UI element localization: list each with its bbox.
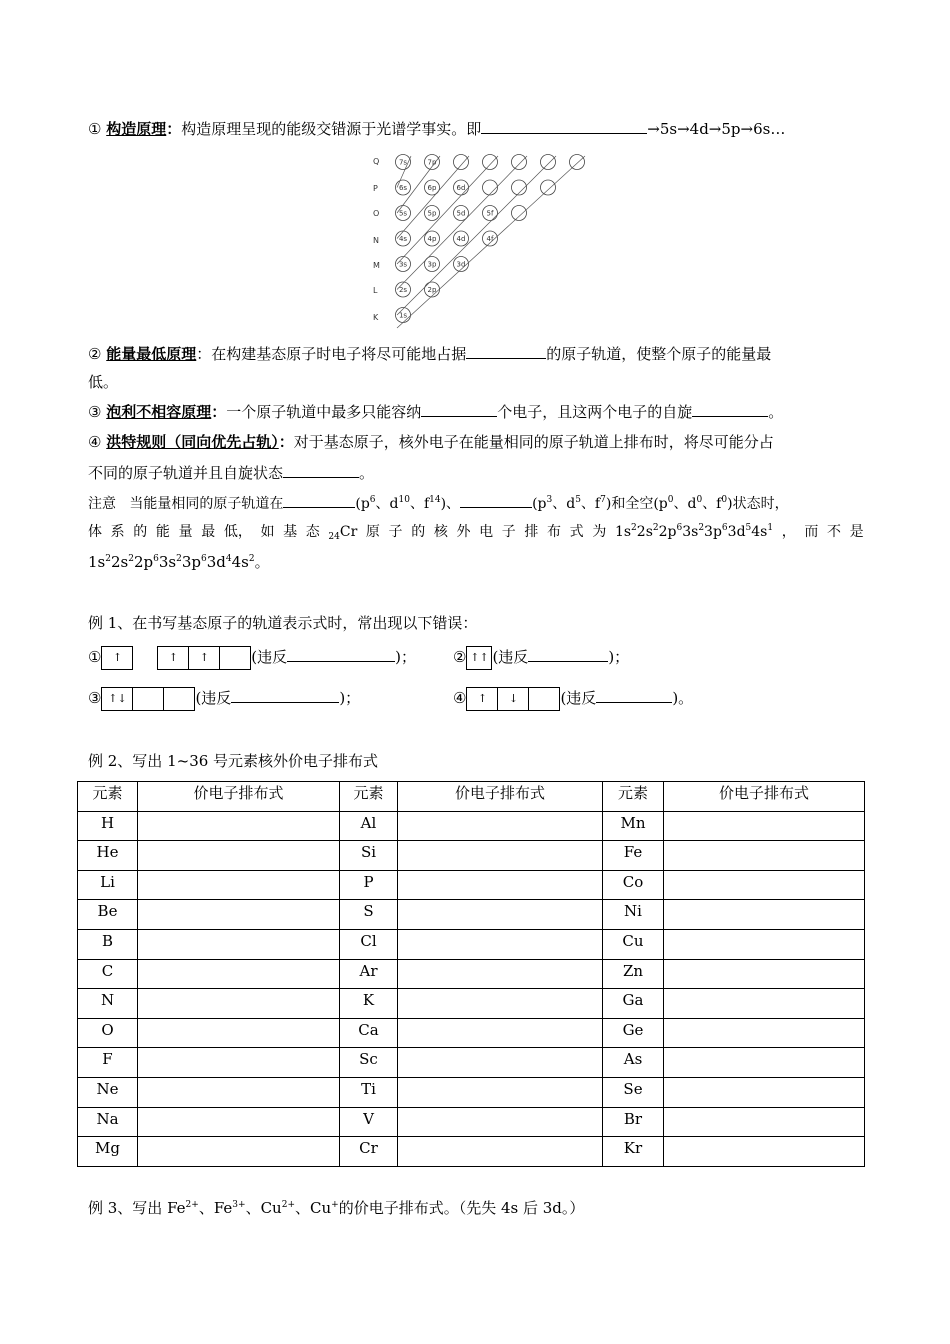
element-symbol: O <box>78 1018 138 1048</box>
orbital-circle <box>541 155 556 170</box>
answer-cell[interactable] <box>398 989 603 1019</box>
element-symbol: Al <box>340 811 398 841</box>
answer-cell[interactable] <box>398 1048 603 1078</box>
answer-cell[interactable] <box>138 870 340 900</box>
answer-cell[interactable] <box>664 1018 865 1048</box>
answer-cell[interactable] <box>138 1137 340 1167</box>
diagonal-arrow <box>397 156 469 239</box>
answer-cell[interactable] <box>398 1107 603 1137</box>
answer-cell[interactable] <box>138 900 340 930</box>
answer-blank[interactable] <box>692 401 768 417</box>
answer-blank[interactable] <box>283 462 359 478</box>
element-symbol: N <box>78 989 138 1019</box>
answer-cell[interactable] <box>138 959 340 989</box>
element-symbol: H <box>78 811 138 841</box>
valence-electron-table <box>77 781 865 1167</box>
element-symbol: Ne <box>78 1077 138 1107</box>
table-row <box>78 929 865 959</box>
element-symbol: C <box>78 959 138 989</box>
answer-cell[interactable] <box>664 900 865 930</box>
note-line-1: 注意 当能量相同的原子轨道在 ($p^6$、$d^{10}$、$f^{14}$)、 ($p^3$、$d^5$、$f^7$)和全空($p^0$、$d^0$、$f^0$)状态时， <box>88 492 789 514</box>
table-row <box>78 1077 865 1107</box>
element-symbol: Br <box>603 1107 664 1137</box>
element-symbol: Ga <box>603 989 664 1019</box>
orbital-label: 5s <box>398 209 408 218</box>
orbital-circle <box>570 155 585 170</box>
table-row <box>78 959 865 989</box>
element-symbol: Sc <box>340 1048 398 1078</box>
table-row <box>78 1018 865 1048</box>
table-header: 元素 <box>78 782 138 812</box>
principle-3-title: 泡利不相容原理 <box>106 403 212 421</box>
answer-blank[interactable] <box>528 646 608 662</box>
answer-cell[interactable] <box>138 989 340 1019</box>
shell-label-q: Q <box>373 157 380 166</box>
orbital-box-parallel: ↑↑ <box>466 646 492 670</box>
table-row <box>78 989 865 1019</box>
answer-cell[interactable] <box>138 1048 340 1078</box>
aufbau-diagram <box>365 150 595 335</box>
orbital-label: 4d <box>456 235 466 243</box>
answer-cell[interactable] <box>664 1077 865 1107</box>
orbital-circle <box>541 180 556 195</box>
answer-cell[interactable] <box>398 870 603 900</box>
element-symbol: Ti <box>340 1077 398 1107</box>
answer-cell[interactable] <box>398 900 603 930</box>
answer-blank[interactable] <box>283 492 355 508</box>
orbital-label: 2s <box>398 286 408 294</box>
answer-blank[interactable] <box>596 687 672 703</box>
orbital-label: 7s <box>398 158 408 167</box>
orbital-label: 5f <box>486 209 494 218</box>
answer-cell[interactable] <box>664 929 865 959</box>
element-symbol: Fe <box>603 841 664 871</box>
orbital-label: 4f <box>486 235 494 243</box>
principle-4-cont: 不同的原子轨道并且自旋状态 。 <box>88 464 375 482</box>
example-1-item-2: ② ↑↑ (违反 )； <box>453 645 629 670</box>
table-header: 元素 <box>340 782 398 812</box>
element-symbol: Kr <box>603 1137 664 1167</box>
answer-cell[interactable] <box>138 1018 340 1048</box>
element-symbol: Ar <box>340 959 398 989</box>
element-symbol: B <box>78 929 138 959</box>
element-symbol: Se <box>603 1077 664 1107</box>
table-header: 元素 <box>603 782 664 812</box>
answer-cell[interactable] <box>398 1077 603 1107</box>
orbital-label: 5p <box>427 209 437 218</box>
answer-cell[interactable] <box>398 1018 603 1048</box>
element-symbol: K <box>340 989 398 1019</box>
note-line-3: $1s^22s^22p^63s^23p^63d^44s^2$。 <box>88 553 270 571</box>
table-row <box>78 841 865 871</box>
orbital-circle <box>483 180 498 195</box>
orbital-label: 4p <box>427 235 437 243</box>
answer-cell[interactable] <box>398 841 603 871</box>
example-2-title: 例 2、写出 1~36 号元素核外价电子排布式 <box>88 752 379 770</box>
answer-blank[interactable] <box>460 492 532 508</box>
answer-cell[interactable] <box>398 811 603 841</box>
element-symbol: S <box>340 900 398 930</box>
table-row <box>78 1107 865 1137</box>
principle-4-title: 洪特规则（同向优先占轨） <box>106 433 279 451</box>
shell-label-k: K <box>373 313 379 322</box>
table-row <box>78 811 865 841</box>
example-1-item-4: ④ ↑ ↓ (违反 )。 <box>453 686 693 711</box>
example-1-row-2: ③ ↑↓ (违反 )； <box>88 686 360 711</box>
answer-blank[interactable] <box>466 343 546 359</box>
example-1-row-1: ① ↑ ↑ ↑ (违反 )； <box>88 645 416 670</box>
answer-cell[interactable] <box>138 929 340 959</box>
example-1-title: 例 1、在书写基态原子的轨道表示式时，常出现以下错误： <box>88 614 478 632</box>
element-symbol: Cr <box>340 1137 398 1167</box>
principle-3: ③ 泡利不相容原理：一个原子轨道中最多只能容纳 个电子，且这两个电子的自旋 。 <box>88 403 784 421</box>
element-symbol: V <box>340 1107 398 1137</box>
principle-2: ② 能量最低原理：在构建基态原子时电子将尽可能地占据 的原子轨道，使整个原子的能量最 <box>88 345 772 363</box>
orbital-label: 3p <box>427 260 437 269</box>
table-row <box>78 1048 865 1078</box>
element-symbol: Na <box>78 1107 138 1137</box>
shell-label-n: N <box>373 236 379 245</box>
shell-label-p: P <box>373 184 378 193</box>
element-symbol: Ge <box>603 1018 664 1048</box>
example-3: 例 3、写出 $Fe^{2+}$、$Fe^{3+}$、$Cu^{2+}$、Cu+的价电子排布式。（先失 4s 后 3d。） <box>88 1199 585 1217</box>
orbital-label: 5d <box>456 209 466 218</box>
table-header: 价电子排布式 <box>664 782 865 812</box>
orbital-label: 6d <box>456 184 466 192</box>
answer-cell[interactable] <box>664 1107 865 1137</box>
answer-cell[interactable] <box>664 1048 865 1078</box>
element-symbol: P <box>340 870 398 900</box>
principle-2-cont: 低。 <box>88 373 119 391</box>
note-line-2: 体 系 的 能 量 最 低， 如 基 态 $_{24}$Cr 原 子 的 核 外 电 子 排 布 式 为 $1s^22s^22p^63s^23p^63d^54s^1$ ， 而 不 是 <box>88 523 864 542</box>
element-symbol: Li <box>78 870 138 900</box>
answer-cell[interactable] <box>664 870 865 900</box>
element-symbol: He <box>78 841 138 871</box>
element-symbol: Mn <box>603 811 664 841</box>
orbital-box-3: ↑↓ <box>101 687 195 711</box>
orbital-label: 1s <box>398 311 408 320</box>
answer-cell[interactable] <box>138 1077 340 1107</box>
answer-blank[interactable] <box>287 646 395 662</box>
orbital-circle <box>512 155 527 170</box>
element-symbol: Co <box>603 870 664 900</box>
table-row <box>78 870 865 900</box>
diagonal-arrow <box>397 156 556 315</box>
shell-label-l: L <box>373 286 378 295</box>
orbital-label: 6s <box>398 184 408 192</box>
answer-cell[interactable] <box>664 841 865 871</box>
answer-cell[interactable] <box>398 959 603 989</box>
orbital-circle <box>454 155 469 170</box>
answer-cell[interactable] <box>664 989 865 1019</box>
answer-cell[interactable] <box>138 1107 340 1137</box>
shell-label-o: O <box>373 209 380 218</box>
diagonal-arrow <box>397 156 527 290</box>
answer-cell[interactable] <box>138 811 340 841</box>
table-header: 价电子排布式 <box>398 782 603 812</box>
element-symbol: Be <box>78 900 138 930</box>
table-header: 价电子排布式 <box>138 782 340 812</box>
answer-cell[interactable] <box>398 1137 603 1167</box>
element-symbol: Ca <box>340 1018 398 1048</box>
element-symbol: Ni <box>603 900 664 930</box>
element-symbol: Mg <box>78 1137 138 1167</box>
answer-blank[interactable] <box>481 118 647 134</box>
answer-blank[interactable] <box>231 687 339 703</box>
orbital-label: 7p <box>427 158 437 167</box>
answer-cell[interactable] <box>138 841 340 871</box>
element-symbol: Si <box>340 841 398 871</box>
principle-4: ④ 洪特规则（同向优先占轨）：对于基态原子，核外电子在能量相同的原子轨道上排布时，将尽可能分占 <box>88 433 774 451</box>
principle-1: ① 构造原理：构造原理呈现的能级交错源于光谱学事实。即 →5s→4d→5p→6s… <box>88 120 786 138</box>
orbital-box-2p: ↑ ↑ <box>157 646 251 670</box>
element-symbol: As <box>603 1048 664 1078</box>
orbital-label: 3s <box>398 260 408 269</box>
orbital-label: 4s <box>398 235 408 243</box>
principle-2-title: 能量最低原理 <box>106 345 197 363</box>
answer-cell[interactable] <box>664 811 865 841</box>
orbital-box-4: ↑ ↓ <box>466 687 560 711</box>
element-symbol: Zn <box>603 959 664 989</box>
shell-label-m: M <box>373 261 380 270</box>
table-row <box>78 900 865 930</box>
element-symbol: Cu <box>603 929 664 959</box>
orbital-circle <box>512 206 527 221</box>
answer-blank[interactable] <box>421 401 497 417</box>
answer-cell[interactable] <box>398 929 603 959</box>
orbital-label: 3d <box>456 260 466 269</box>
orbital-box-1: ↑ <box>101 646 133 670</box>
element-symbol: F <box>78 1048 138 1078</box>
orbital-circle <box>483 155 498 170</box>
principle-1-title: 构造原理 <box>106 120 167 138</box>
orbital-label: 6p <box>427 184 437 192</box>
answer-cell[interactable] <box>664 1137 865 1167</box>
element-symbol: Cl <box>340 929 398 959</box>
answer-cell[interactable] <box>664 959 865 989</box>
table-row <box>78 1137 865 1167</box>
orbital-label: 2p <box>427 286 437 294</box>
